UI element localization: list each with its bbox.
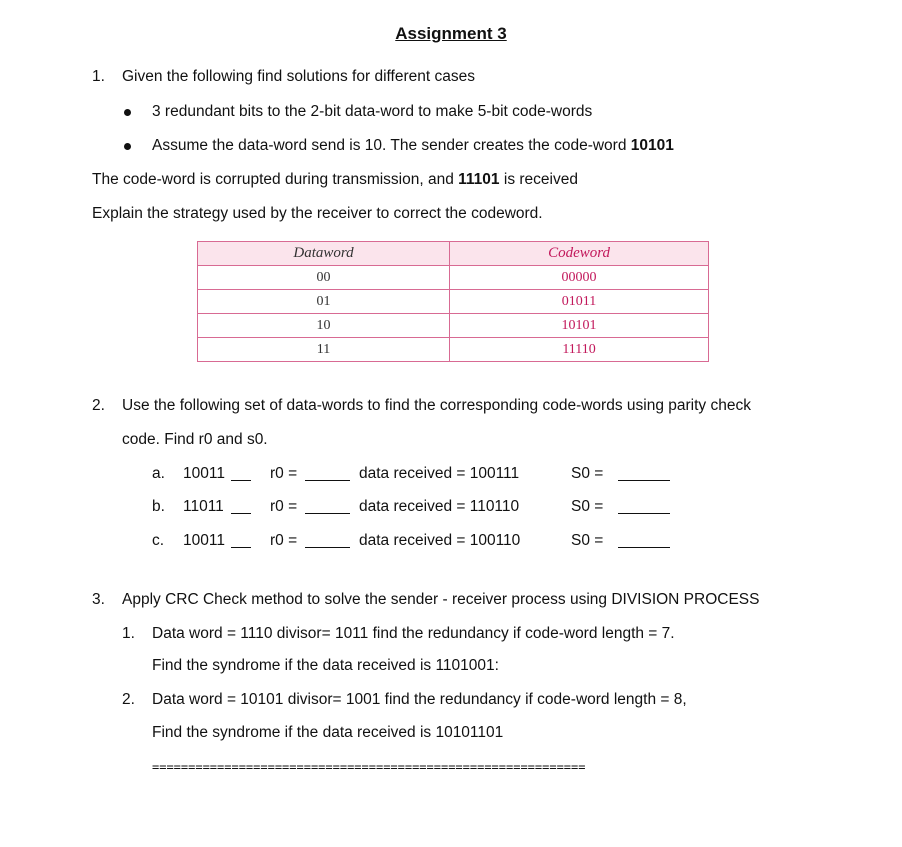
dataword-cell: 01 [198, 290, 450, 314]
bullet-icon [124, 109, 131, 116]
answer-blank[interactable] [231, 466, 251, 481]
q2-item-data: 10011 [183, 465, 225, 482]
q3-number: 3. [92, 591, 105, 608]
header-codeword: Codeword [450, 242, 709, 266]
s0-answer-blank[interactable] [618, 466, 670, 481]
r0-answer-blank[interactable] [305, 466, 350, 481]
table-row [198, 266, 709, 290]
codeword-cell: 11110 [450, 338, 709, 362]
q2-item-r0: r0 = [270, 465, 298, 482]
q3-item-number: 2. [122, 691, 135, 708]
table-header-row [198, 242, 709, 266]
q2-item-data: 10011 [183, 532, 225, 549]
q1-line-4: Explain the strategy used by the receiver to correct the codeword. [92, 205, 543, 222]
dataword-cell: 00 [198, 266, 450, 290]
s0-answer-blank[interactable] [618, 499, 670, 514]
q3-item-number: 1. [122, 625, 135, 642]
q2-item-label: a. [152, 465, 165, 482]
q2-number: 2. [92, 397, 105, 414]
q2-item-r0: r0 = [270, 498, 298, 515]
answer-blank[interactable] [231, 533, 251, 548]
bullet-icon [124, 143, 131, 150]
q2-item-s0: S0 = [571, 498, 604, 515]
q2-item-label: c. [152, 532, 165, 549]
q2-item-label: b. [152, 498, 165, 515]
q2-item-data: 11011 [183, 498, 224, 515]
q3-text: Apply CRC Check method to solve the sender - receiver process using DIVISION PROCESS [122, 591, 760, 608]
q1-bullet-1: 3 redundant bits to the 2-bit data-word to make 5-bit code-words [152, 103, 593, 120]
r0-answer-blank[interactable] [305, 533, 350, 548]
q2-item-r0: r0 = [270, 532, 298, 549]
q1-bullet-2: Assume the data-word send is 10. The sender creates the code-word 10101 [152, 137, 674, 154]
q3-item-1-line-1: Data word = 1110 divisor= 1011 find the redundancy if code-word length = 7. [152, 625, 675, 642]
dataword-cell: 11 [198, 338, 450, 362]
header-dataword: Dataword [198, 242, 450, 266]
answer-blank[interactable] [231, 499, 251, 514]
dataword-codeword-table [197, 241, 709, 362]
q2-item-received: data received = 100111 [359, 465, 520, 482]
q2-item-received: data received = 110110 [359, 498, 520, 515]
q2-item-s0: S0 = [571, 532, 604, 549]
codeword-cell: 10101 [450, 314, 709, 338]
dataword-cell: 10 [198, 314, 450, 338]
s0-answer-blank[interactable] [618, 533, 670, 548]
q1-line-3: The code-word is corrupted during transmission, and 11101 is received [92, 171, 578, 188]
q2-item-received: data received = 100110 [359, 532, 521, 549]
table-row [198, 290, 709, 314]
q2-text-2: code. Find r0 and s0. [122, 431, 268, 448]
q1-text: Given the following find solutions for different cases [122, 68, 475, 85]
q3-item-2-line-1: Data word = 10101 divisor= 1001 find the redundancy if code-word length = 8, [152, 691, 687, 708]
q3-item-1-line-2: Find the syndrome if the data received is 1101001: [152, 657, 499, 674]
codeword-cell: 01011 [450, 290, 709, 314]
separator-line: ============================================================ [152, 760, 586, 774]
page-title: Assignment 3 [395, 24, 507, 43]
q3-item-2-line-2: Find the syndrome if the data received is 10101101 [152, 724, 504, 741]
q2-item-s0: S0 = [571, 465, 604, 482]
table-row [198, 314, 709, 338]
codeword-cell: 00000 [450, 266, 709, 290]
q1-number: 1. [92, 68, 105, 85]
q2-text: Use the following set of data-words to find the corresponding code-words using parity check [122, 397, 751, 414]
r0-answer-blank[interactable] [305, 499, 350, 514]
table-row [198, 338, 709, 362]
